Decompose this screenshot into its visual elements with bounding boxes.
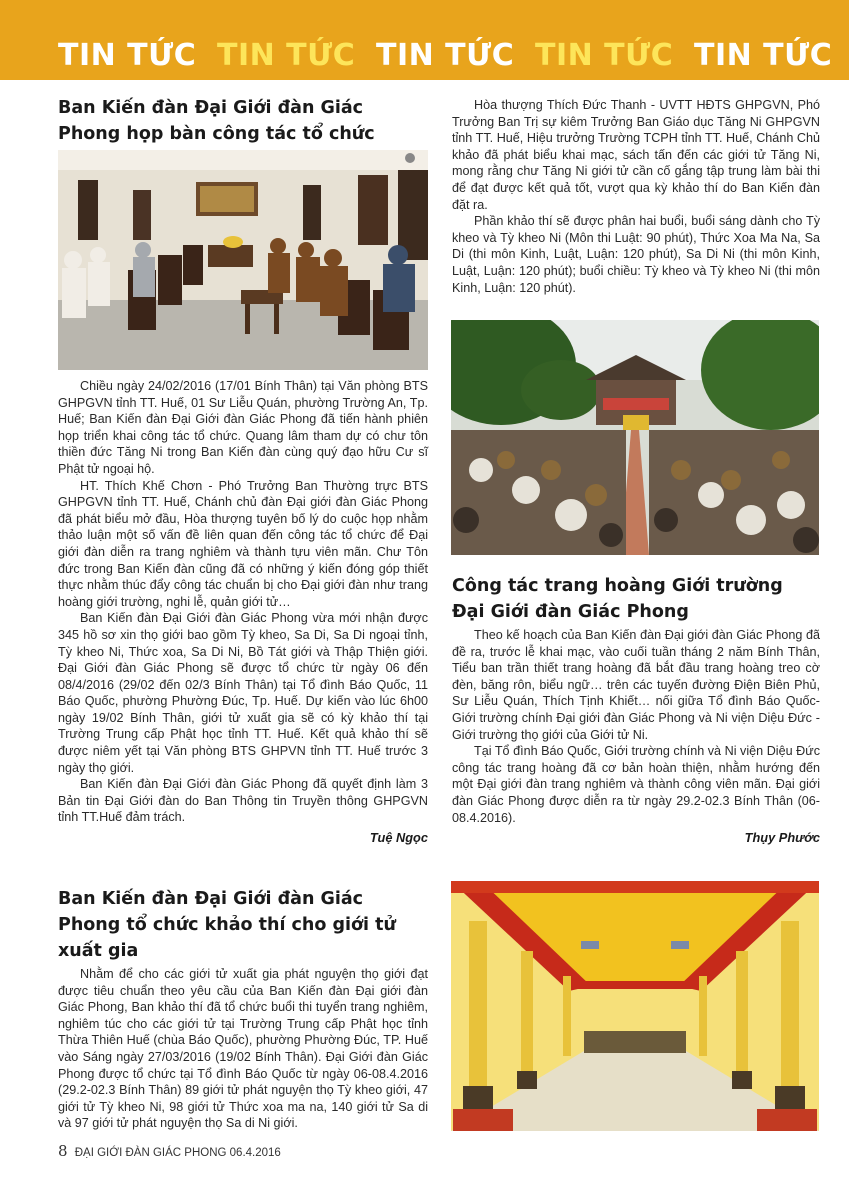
paragraph: Phần khảo thí sẽ được phân hai buổi, buổi sáng dành cho Tỳ kheo và Tỳ kheo Ni (Môn thi Luật: 90 phút), Thức Xoa Ma Na, Sa Di (thi môn Kinh, Luật, Luận: 120 phút), Sa Di Ni (thi môn Kinh, Luật, Luận: 120 phút); buổi chiều: Tỳ kheo và Tỳ kheo Ni (thi môn Kinh, Luận: 120 phút). [452, 214, 820, 295]
paragraph: Theo kế hoạch của Ban Kiến đàn Đại giới đàn Giác Phong đã đề ra, trước lễ khai mạc, vào cuối tuần tháng 2 năm Bính Thân, Tiểu ban trần thiết trang hoàng đã bắt đầu trang hoàng treo cờ đèn, băng rôn, biểu ngữ… trên các tuyến đường Điện Biên Phủ, Sư Liễu Quán, Thích Tịnh Khiết… nối giữa Tổ đình Báo Quốc- Giới trường chính Đại giới đàn Giác Phong và Ni viện Diệu Đức - Giới trường thọ giới của Giới tử Ni. [452, 628, 820, 742]
page-number: 8 [58, 1142, 68, 1160]
banner-label: TIN TỨC [376, 38, 515, 73]
meeting-photo [58, 150, 428, 370]
banner-label: TIN TỨC [694, 38, 833, 73]
ceremony-crowd-photo [451, 320, 819, 555]
article-1-body [58, 378, 428, 845]
banner-label: TIN TỨC [58, 38, 197, 73]
article-3-author: Thụy Phước [744, 830, 820, 846]
article-1-author: Tuệ Ngọc [369, 830, 428, 846]
paragraph: HT. Thích Khế Chơn - Phó Trưởng Ban Thường trực BTS GHPGVN tỉnh TT. Huế, Chánh chủ đàn Đại giới đàn Giác Phong đã phát biểu mở đầu, Hòa thượng tuyên bố lý do cuộc họp nhằm thảo luận một số vấn đề liên quan đến công tác tổ chức để Đại giới đàn diễn ra trang nghiêm và thành tựu viên mãn. Chư Tôn đức trong Ban Kiến đàn cũng đã có những ý kiến đóng góp thiết thực nhằm thúc đẩy công tác chuẩn bị cho Đại giới đàn như trang hoàng giới trường, nghi lễ, quản giới tử… [58, 478, 428, 609]
publication-name: ĐẠI GIỚI ĐÀN GIÁC PHONG 06.4.2016 [74, 1147, 281, 1159]
paragraph: Nhằm để cho các giới tử xuất gia phát nguyện thọ giới đạt được tiêu chuẩn theo yêu cầu của Ban Kiến đàn Đại giới đàn Giác Phong, Ban khảo thí đã tổ chức buổi thi tuyển trang nghiêm, nghiêm túc cho các giới tử tại Trường Trung cấp Phật học tỉnh Thừa Thiên Huế (chùa Báo Quốc), phường Phường Đúc, TP. Huế vào Sáng ngày 27/03/2016 (19/02 Bính Thân). Đại Giới đàn Giác Phong được tổ chức tại Tổ đình Báo Quốc từ ngày 06-08.4.2016 (29.2-02.3 Bính Thân) 89 giới tử phát nguyện thọ Tỳ kheo giới, 47 giới tử Tỳ kheo Ni, 98 giới tử Thức xoa ma na, 140 giới tử Sa di và 97 giới tử phát nguyện thọ Sa di Ni giới. [58, 967, 428, 1131]
decorated-hall-photo [451, 881, 819, 1131]
article-2-continued [452, 97, 820, 296]
article-3-title: Công tác trang hoàng Giới trường Đại Giới đàn Giác Phong [452, 576, 783, 622]
banner-label: TIN TỨC [535, 38, 674, 73]
article-1 [58, 95, 428, 147]
header-banner [0, 0, 849, 80]
article-3 [452, 573, 820, 845]
paragraph: Hòa thượng Thích Đức Thanh - UVTT HĐTS GHPGVN, Phó Trưởng Ban Trị sự kiêm Trưởng Ban Giáo dục Tăng Ni GHPGVN tỉnh TT. Huế, Hiệu trưởng Trường TCPH tỉnh TT. Huế, Chánh Chủ khảo đã phát biểu khai mạc, sách tấn đến các giới tử Tăng Ni, mong rằng chư Tăng Ni giới tử cần cố gắng tập trung làm bài thi để đạt được kết quả tốt, vượt qua kỳ khảo thí do Ban Kiến đàn đặt ra. [452, 98, 820, 212]
paragraph: Tại Tổ đình Báo Quốc, Giới trường chính và Ni viện Diệu Đức công tác trang hoàng đã cơ bản hoàn thiện, nhằm hướng đến một Đại giới đàn trang nghiêm và thành công viên mãn. Đại giới đàn Giác Phong được diễn ra từ ngày 29.2-02.3 Bính Thân (06-08.4.2016). [452, 744, 820, 825]
article-2 [58, 886, 428, 1132]
banner-label: TIN TỨC [217, 38, 356, 73]
paragraph: Chiều ngày 24/02/2016 (17/01 Bính Thân) tại Văn phòng BTS GHPGVN tỉnh TT. Huế, 01 Sư Liễu Quán, phường Trường An, Tp. Huế; Ban Kiến đàn Đại Giới đàn Giác Phong đã tiến hành phiên họp triển khai công tác tổ chức. Quang lâm tham dự có chư tôn thiền đức Tăng Ni trong Ban Kiến đàn cùng quý đạo hữu Cư sĩ Phật tử ngoại hộ. [58, 379, 428, 476]
page-footer [58, 1142, 281, 1160]
article-2-title: Ban Kiến đàn Đại Giới đàn Giác Phong tổ chức khảo thí cho giới tử xuất gia [58, 889, 396, 961]
paragraph: Ban Kiến đàn Đại Giới đàn Giác Phong đã quyết định làm 3 Bản tin Đại Giới đàn do Ban Thông tin Truyền thông GHPGVN tỉnh TT.Huế đảm trách. [58, 777, 428, 825]
paragraph: Ban Kiến đàn Đại Giới đàn Giác Phong vừa mới nhận được 345 hồ sơ xin thọ giới bao gồm Tỳ kheo, Sa Di, Sa Di ngoại tỉnh, Tỳ kheo Ni, Thức xoa, Sa Di Ni, Bồ Tát giới và Thập Thiện giới. Đại Giới đàn Giác Phong sẽ được tổ chức từ ngày 06 đến 08/4/2016 (29/02 đến 02/3 Bính Thân) tại Tổ đình Báo Quốc, 11 Báo Quốc, phường Phường Đúc, Tp. Huế. Dự kiến vào lúc 6h00 ngày 19/02 Bính Thân, giới tử xuất gia sẽ có kỳ khảo thí tại Trường Trung cấp Phật học tỉnh TT. Huế. Kết quả khảo thí sẽ được niêm yết tại Văn phòng BTS GHPVN tỉnh TT. Huế trước 3 ngày thọ giới. [58, 611, 428, 775]
article-1-title: Ban Kiến đàn Đại Giới đàn Giác Phong họp bàn công tác tổ chức [58, 98, 375, 144]
